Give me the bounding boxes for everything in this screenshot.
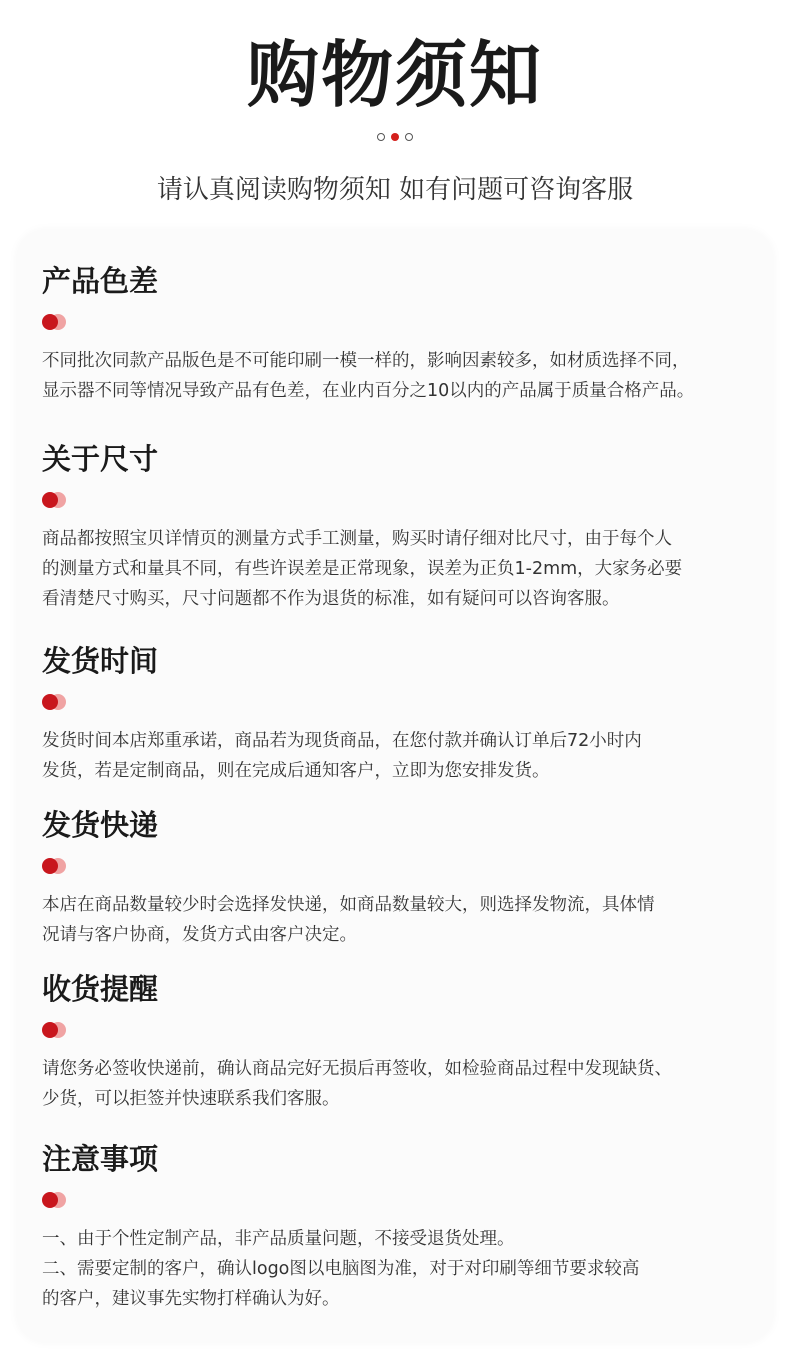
section-title: 注意事项 [42,1142,159,1176]
section-body [42,1054,762,1114]
body-line: 少货，可以拒签并快速联系我们客服。 [42,1089,340,1109]
section-body [42,890,762,950]
dot-filled-icon [391,133,399,141]
section-shipping-time [42,642,762,786]
body-line: 的客户，建议事先实物打样确认为好。 [42,1289,340,1309]
bullet-dots-icon [42,694,82,712]
section-courier [42,806,762,950]
section-body [42,524,762,614]
body-line: 看清楚尺寸购买，尺寸问题都不作为退货的标准，如有疑问可以咨询客服。 [42,589,620,609]
section-title: 产品色差 [42,264,159,298]
body-line: 况请与客户协商，发货方式由客户决定。 [42,925,357,945]
bullet-dots-icon [42,1192,82,1210]
section-title: 关于尺寸 [42,442,159,476]
page-subtitle: 请认真阅读购物须知 如有问题可咨询客服 [156,175,634,205]
section-title: 收货提醒 [42,972,159,1006]
body-line: 发货时间本店郑重承诺，商品若为现货商品，在您付款并确认订单后72小时内 [42,731,642,751]
dot-outline-icon [377,133,385,141]
section-receipt-reminder [42,970,762,1114]
section-notes [42,1140,762,1314]
section-size [42,440,762,614]
body-line: 请您务必签收快递前，确认商品完好无损后再签收，如检验商品过程中发现缺货、 [42,1059,672,1079]
page-title: 购物须知 [246,33,543,117]
section-title: 发货时间 [42,644,159,678]
body-line: 商品都按照宝贝详情页的测量方式手工测量，购买时请仔细对比尺寸，由于每个人 [42,529,672,549]
dot-outline-icon [405,133,413,141]
bullet-dots-icon [42,858,82,876]
decorative-dots [0,133,790,141]
body-line: 不同批次同款产品版色是不可能印刷一模一样的，影响因素较多，如材质选择不同， [42,351,690,371]
section-body [42,1224,762,1314]
section-body [42,346,762,406]
body-line: 发货，若是定制商品，则在完成后通知客户，立即为您安排发货。 [42,761,550,781]
body-line: 一、由于个性定制产品，非产品质量问题，不接受退货处理。 [42,1229,515,1249]
section-body [42,726,762,786]
bullet-dots-icon [42,314,82,332]
body-line: 本店在商品数量较少时会选择发快递，如商品数量较大，则选择发物流，具体情 [42,895,655,915]
body-line: 的测量方式和量具不同，有些许误差是正常现象，误差为正负1-2mm，大家务必要 [42,559,683,579]
section-color-difference [42,262,762,406]
body-line: 显示器不同等情况导致产品有色差，在业内百分之10以内的产品属于质量合格产品。 [42,381,695,401]
bullet-dots-icon [42,492,82,510]
body-line: 二、需要定制的客户，确认logo图以电脑图为准，对于对印刷等细节要求较高 [42,1259,640,1279]
section-title: 发货快递 [42,808,159,842]
bullet-dots-icon [42,1022,82,1040]
